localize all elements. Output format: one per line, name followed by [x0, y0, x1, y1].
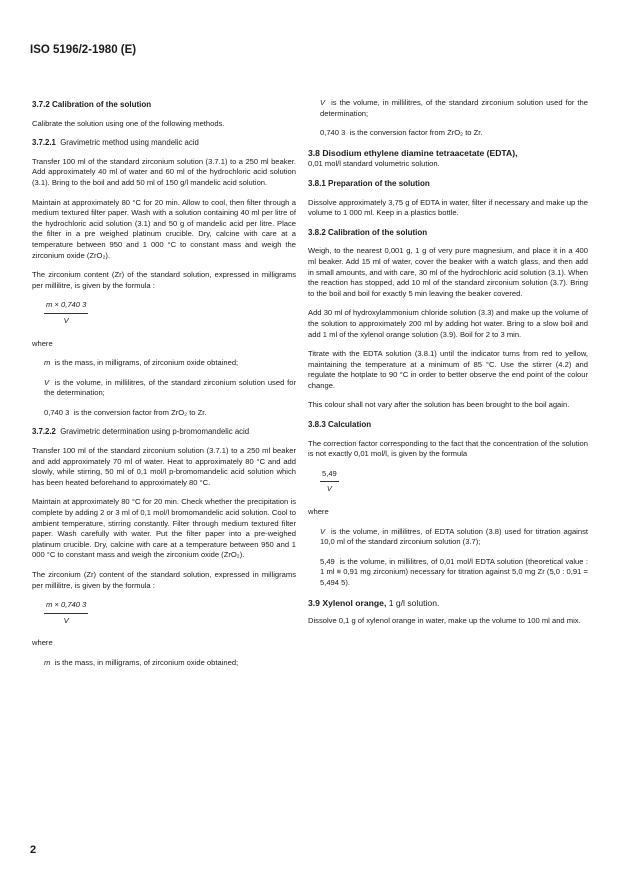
- section-3-7-2-heading: 3.7.2 Calibration of the solution: [32, 100, 152, 109]
- definition-item: 0,740 3 is the conversion factor from ZrO₂ to Zr.: [320, 128, 483, 138]
- formula: [44, 300, 296, 326]
- right-column: [308, 98, 588, 636]
- definition-item: 0,740 3 is the conversion factor from ZrO₂ to Zr.: [44, 407, 207, 417]
- section-number: 3.7.2.1: [32, 138, 56, 148]
- paragraph: The zirconium content (Zr) of the standard solution, expressed in milligrams per millilitre, is given by the formula :: [32, 270, 296, 290]
- definition-item: V is the volume, in millilitres, of the standard zirconium solution used for the determination;: [320, 98, 588, 118]
- paragraph: Transfer 100 ml of the standard zirconium solution (3.7.1) to a 250 ml beaker and add approximately 70 ml of water. Heat to approximately 80 °C and add slowly, while stirring, 50 ml of 0,1 mol/l p-bromomandelic acid solution which has been heated beforehand to approximately 80 °C.: [32, 446, 296, 487]
- paragraph: Transfer 100 ml of the standard zirconium solution (3.7.1) to a 250 ml beaker. Add approximately 40 ml of water and 60 ml of the hydrochloric acid solution (3.1). Bring to the boil and add 50 ml of 150 g/l mandelic acid solution.: [32, 156, 296, 187]
- paragraph: The zirconium (Zr) content of the standard solution, expressed in milligrams per millilitre, is given by the formula :: [32, 570, 296, 590]
- where-label: where: [32, 638, 53, 648]
- paragraph: The correction factor corresponding to the fact that the concentration of the solution is not exactly 0,01 mol/l, is given by the formula: [308, 438, 588, 459]
- left-column: [32, 98, 296, 678]
- where-label: where: [32, 338, 53, 348]
- formula-denominator: V: [63, 615, 69, 625]
- section-3-8-1-heading: 3.8.1 Preparation of the solution: [308, 178, 430, 188]
- paragraph: This colour shall not vary after the solution has been brought to the boil again.: [308, 400, 570, 410]
- paragraph: Calibrate the solution using one of the following methods.: [32, 118, 225, 128]
- definition-item: V is the volume, in millilitres, of EDTA solution (3.8) used for titration against 10,0 ml of the standard zirconium solution (3.7);: [320, 526, 588, 547]
- definition-item: 5,49 is the volume, in millilitres, of 0,01 mol/l EDTA solution (theoretical value : 1 ml ≡ 0,91 mg zirconium) necessary for titration against 5,0 mg Zr (5,0 : 0,91 = 5,494 5).: [320, 556, 588, 587]
- section-3-8-2-heading: 3.8.2 Calibration of the solution: [308, 227, 428, 237]
- formula-denominator: V: [63, 315, 69, 325]
- definition-item: m is the mass, in milligrams, of zirconium oxide obtained;: [44, 358, 239, 368]
- formula-numerator: 5,49: [320, 469, 339, 483]
- paragraph: Titrate with the EDTA solution (3.8.1) until the indicator turns from red to yellow, maintaining the temperature at a minimum of 85 °C. Use the stirrer (4.2) and regulate the hotplate to 90 °C in order to better observe the end point of the colour change.: [308, 349, 588, 390]
- paragraph: Maintain at approximately 80 °C for 20 min. Allow to cool, then filter through a medium textured filter paper. Wash with a solution containing 40 ml per litre of the hydrochloric acid solution (3.1) and 50 g of mandelic acid per litre. Place the filter in a pre weighed platinum crucible. Dry, calcine with care at a temperature between 950 and 1 000 °C to constant mass and weigh the zirconium oxide (ZrO₂).: [32, 197, 296, 260]
- document-header: ISO 5196/2-1980 (E): [30, 44, 137, 56]
- paragraph: Maintain at approximately 80 °C for 20 min. Check whether the precipitation is complete by adding 2 or 3 ml of 0,1 mol/l bromomandelic acid solution. Cool to ambient temperature, stirring constantly. Filter through medium textured filter paper. Wash carefully with water. Put the filter paper into a pre-weighed platinum crucible. Dry, calcine with care at a temperature between 950 and 1 000 °C to constant mass and weigh the zirconium oxide (ZrO₂).: [32, 497, 296, 560]
- formula-numerator: m × 0,740 3: [44, 600, 88, 614]
- where-label: where: [308, 507, 329, 517]
- formula: [44, 600, 296, 626]
- definition-item: m is the mass, in milligrams, of zirconium oxide obtained;: [44, 657, 239, 667]
- section-3-8-subtitle: 0,01 mol/l standard volumetric solution.: [308, 159, 440, 169]
- section-3-8-3-heading: 3.8.3 Calculation: [308, 420, 372, 430]
- paragraph: Dissolve approximately 3,75 g of EDTA in water, filter if necessary and make up the volume to 1 000 ml. Keep in a plastics bottle.: [308, 197, 588, 218]
- formula-denominator: V: [326, 484, 332, 494]
- paragraph: Weigh, to the nearest 0,001 g, 1 g of very pure magnesium, and place it in a 400 ml beaker. Add 15 ml of water, cover the beaker with a watch glass, and then add in small amounts, and with care, 30 ml of the hydrochloric acid solution (3.1). When the reaction has stopped, add 10 ml of the standard zirconium solution (3.7). Bring to the boil and boil for exactly 5 min leaving the beaker covered.: [308, 246, 588, 298]
- paragraph: Dissolve 0,1 g of xylenol orange in water, make up the volume to 100 ml and mix.: [308, 616, 581, 626]
- definition-item: V is the volume, in millilitres, of the standard zirconium solution used for the determination;: [44, 377, 296, 398]
- section-title: Gravimetric determination using p-bromomandelic acid: [60, 427, 250, 437]
- section-number: 3.7.2.2: [32, 427, 56, 437]
- formula: [320, 469, 588, 495]
- formula-numerator: m × 0,740 3: [44, 300, 88, 314]
- section-3-9-heading: 3.9 Xylenol orange, 1 g/l solution.: [308, 597, 440, 608]
- paragraph: Add 30 ml of hydroxylammonium chloride solution (3.3) and make up the volume of the solution to approximately 200 ml by adding hot water. Bring to a slow boil and add 1 ml of the xylenol orange solution (3.9). Boil for 2 to 3 min.: [308, 308, 588, 339]
- page-number: 2: [30, 844, 37, 856]
- section-3-7-2-2-heading: [32, 427, 296, 438]
- section-3-7-2-1-heading: [32, 138, 296, 149]
- section-title: Gravimetric method using mandelic acid: [60, 138, 199, 148]
- section-3-8-heading: 3.8 Disodium ethylene diamine tetraacetate (EDTA),: [308, 147, 518, 158]
